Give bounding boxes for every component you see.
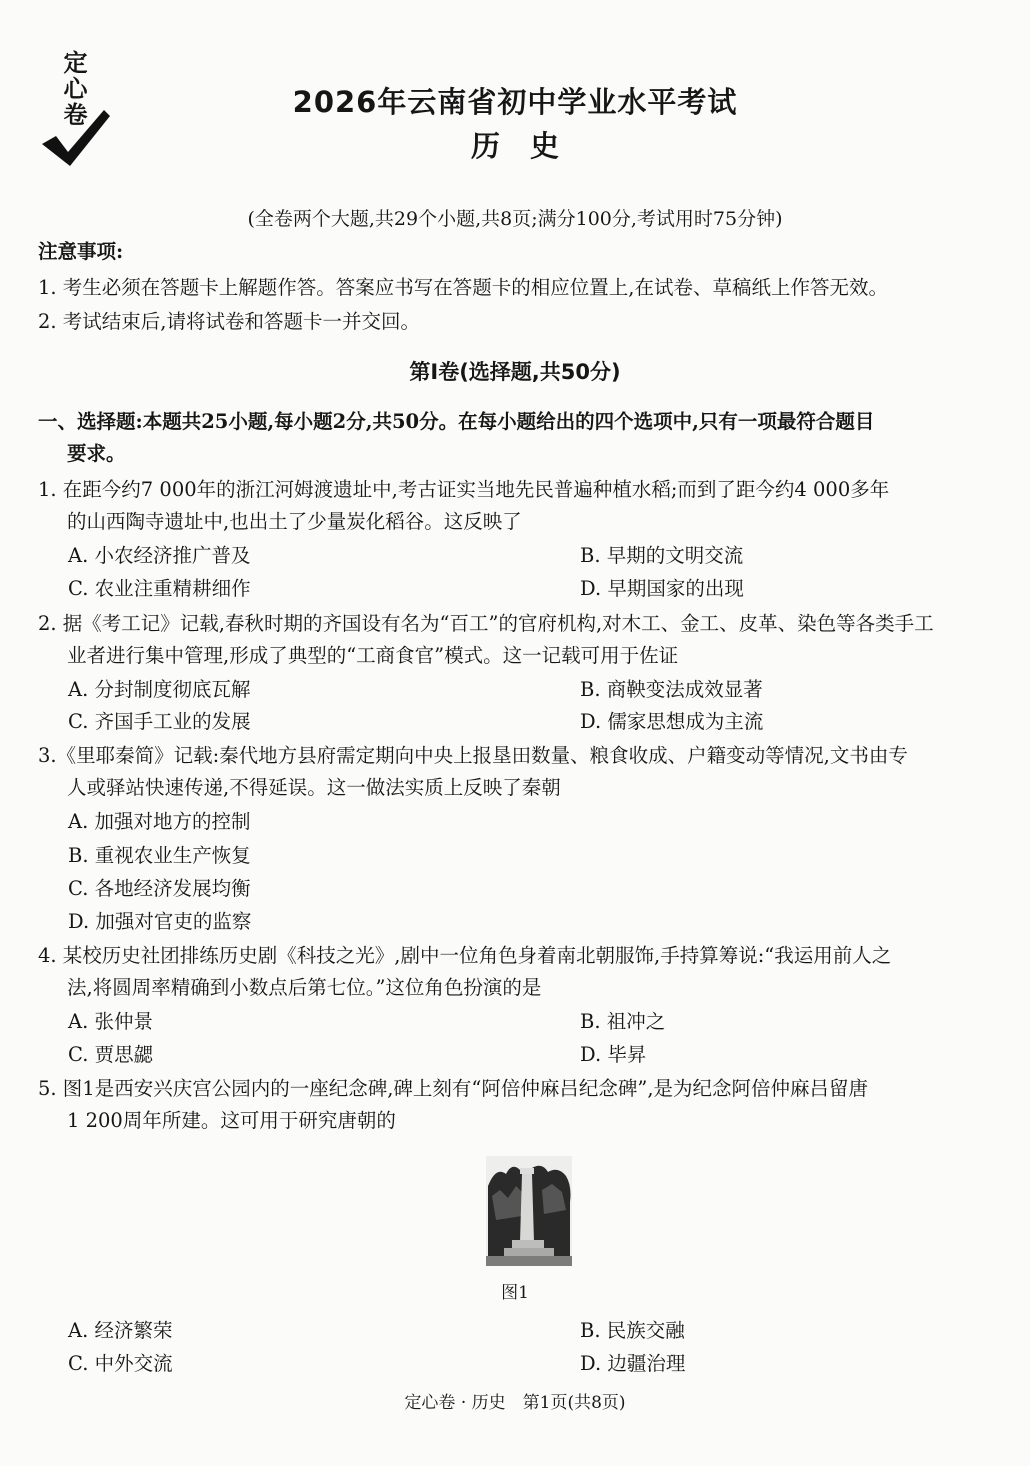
question-stem: 1. 在距今约7 000年的浙江河姆渡遗址中,考古证实当地先民普遍种植水稻;而到了距今约4 000多年: [38, 478, 890, 501]
option-d: D. 早期国家的出现: [580, 577, 744, 600]
option-d: D. 儒家思想成为主流: [580, 710, 764, 733]
option-b: B. 民族交融: [580, 1319, 685, 1342]
option-c: C. 齐国手工业的发展: [68, 710, 251, 733]
section-instruction-cont: 要求。: [67, 442, 126, 465]
option-b: B. 祖冲之: [580, 1010, 666, 1033]
question-stem-cont: 业者进行集中管理,形成了典型的“工商食官”模式。这一记载可用于佐证: [67, 644, 679, 667]
option-a: A. 经济繁荣: [68, 1319, 173, 1342]
option-d: D. 边疆治理: [580, 1352, 686, 1375]
note-item: 1. 考生必须在答题卡上解题作答。答案应书写在答题卡的相应位置上,在试卷、草稿纸上作答无效。: [38, 276, 889, 299]
page-footer: 定心卷 · 历史 第1页(共8页): [404, 1393, 626, 1413]
note-item: 2. 考试结束后,请将试卷和答题卡一并交回。: [38, 310, 421, 333]
option-a: A. 小农经济推广普及: [68, 544, 251, 567]
option-d: D. 加强对官吏的监察: [68, 910, 252, 933]
option-c: C. 贾思勰: [68, 1043, 154, 1066]
option-c: C. 农业注重精耕细作: [68, 577, 251, 600]
question-stem-cont: 1 200周年所建。这可用于研究唐朝的: [67, 1109, 396, 1132]
option-b: B. 商鞅变法成效显著: [580, 678, 763, 701]
option-b: B. 重视农业生产恢复: [68, 844, 251, 867]
monument-photo: [486, 1156, 572, 1266]
question-stem: 5. 图1是西安兴庆宫公园内的一座纪念碑,碑上刻有“阿倍仲麻吕纪念碑”,是为纪念阿倍仲麻吕留唐: [38, 1077, 869, 1100]
notes-heading: 注意事项:: [38, 240, 124, 263]
option-d: D. 毕昇: [580, 1043, 647, 1066]
question-stem: 2. 据《考工记》记载,春秋时期的齐国设有名为“百工”的官府机构,对木工、金工、皮革、染色等各类手工: [38, 612, 934, 635]
option-a: A. 加强对地方的控制: [68, 810, 251, 833]
question-stem: 4. 某校历史社团排练历史剧《科技之光》,剧中一位角色身着南北朝服饰,手持算筹说:“我运用前人之: [38, 944, 892, 967]
subject-title: 历史: [470, 129, 589, 163]
option-b: B. 早期的文明交流: [580, 544, 744, 567]
option-a: A. 分封制度彻底瓦解: [68, 678, 251, 701]
question-stem-cont: 人或驿站快速传递,不得延误。这一做法实质上反映了秦朝: [67, 776, 561, 799]
option-c: C. 中外交流: [68, 1352, 173, 1375]
section-title: 第Ⅰ卷(选择题,共50分): [409, 360, 621, 384]
exam-title: 2026年云南省初中学业水平考试: [292, 85, 738, 119]
option-c: C. 各地经济发展均衡: [68, 877, 251, 900]
section-instruction: 一、选择题:本题共25小题,每小题2分,共50分。在每小题给出的四个选项中,只有一项最符合题目: [38, 410, 875, 433]
logo-text: 定心卷: [59, 50, 88, 128]
question-stem-cont: 法,将圆周率精确到小数点后第七位。”这位角色扮演的是: [67, 976, 542, 999]
exam-info: (全卷两个大题,共29个小题,共8页;满分100分,考试用时75分钟): [247, 208, 783, 230]
question-stem: 3.《里耶秦简》记载:秦代地方县府需定期向中央上报垦田数量、粮食收成、户籍变动等情况,文书由专: [38, 744, 908, 767]
option-a: A. 张仲景: [68, 1010, 153, 1033]
question-stem-cont: 的山西陶寺遗址中,也出土了少量炭化稻谷。这反映了: [67, 510, 522, 533]
figure-caption: 图1: [501, 1283, 529, 1303]
